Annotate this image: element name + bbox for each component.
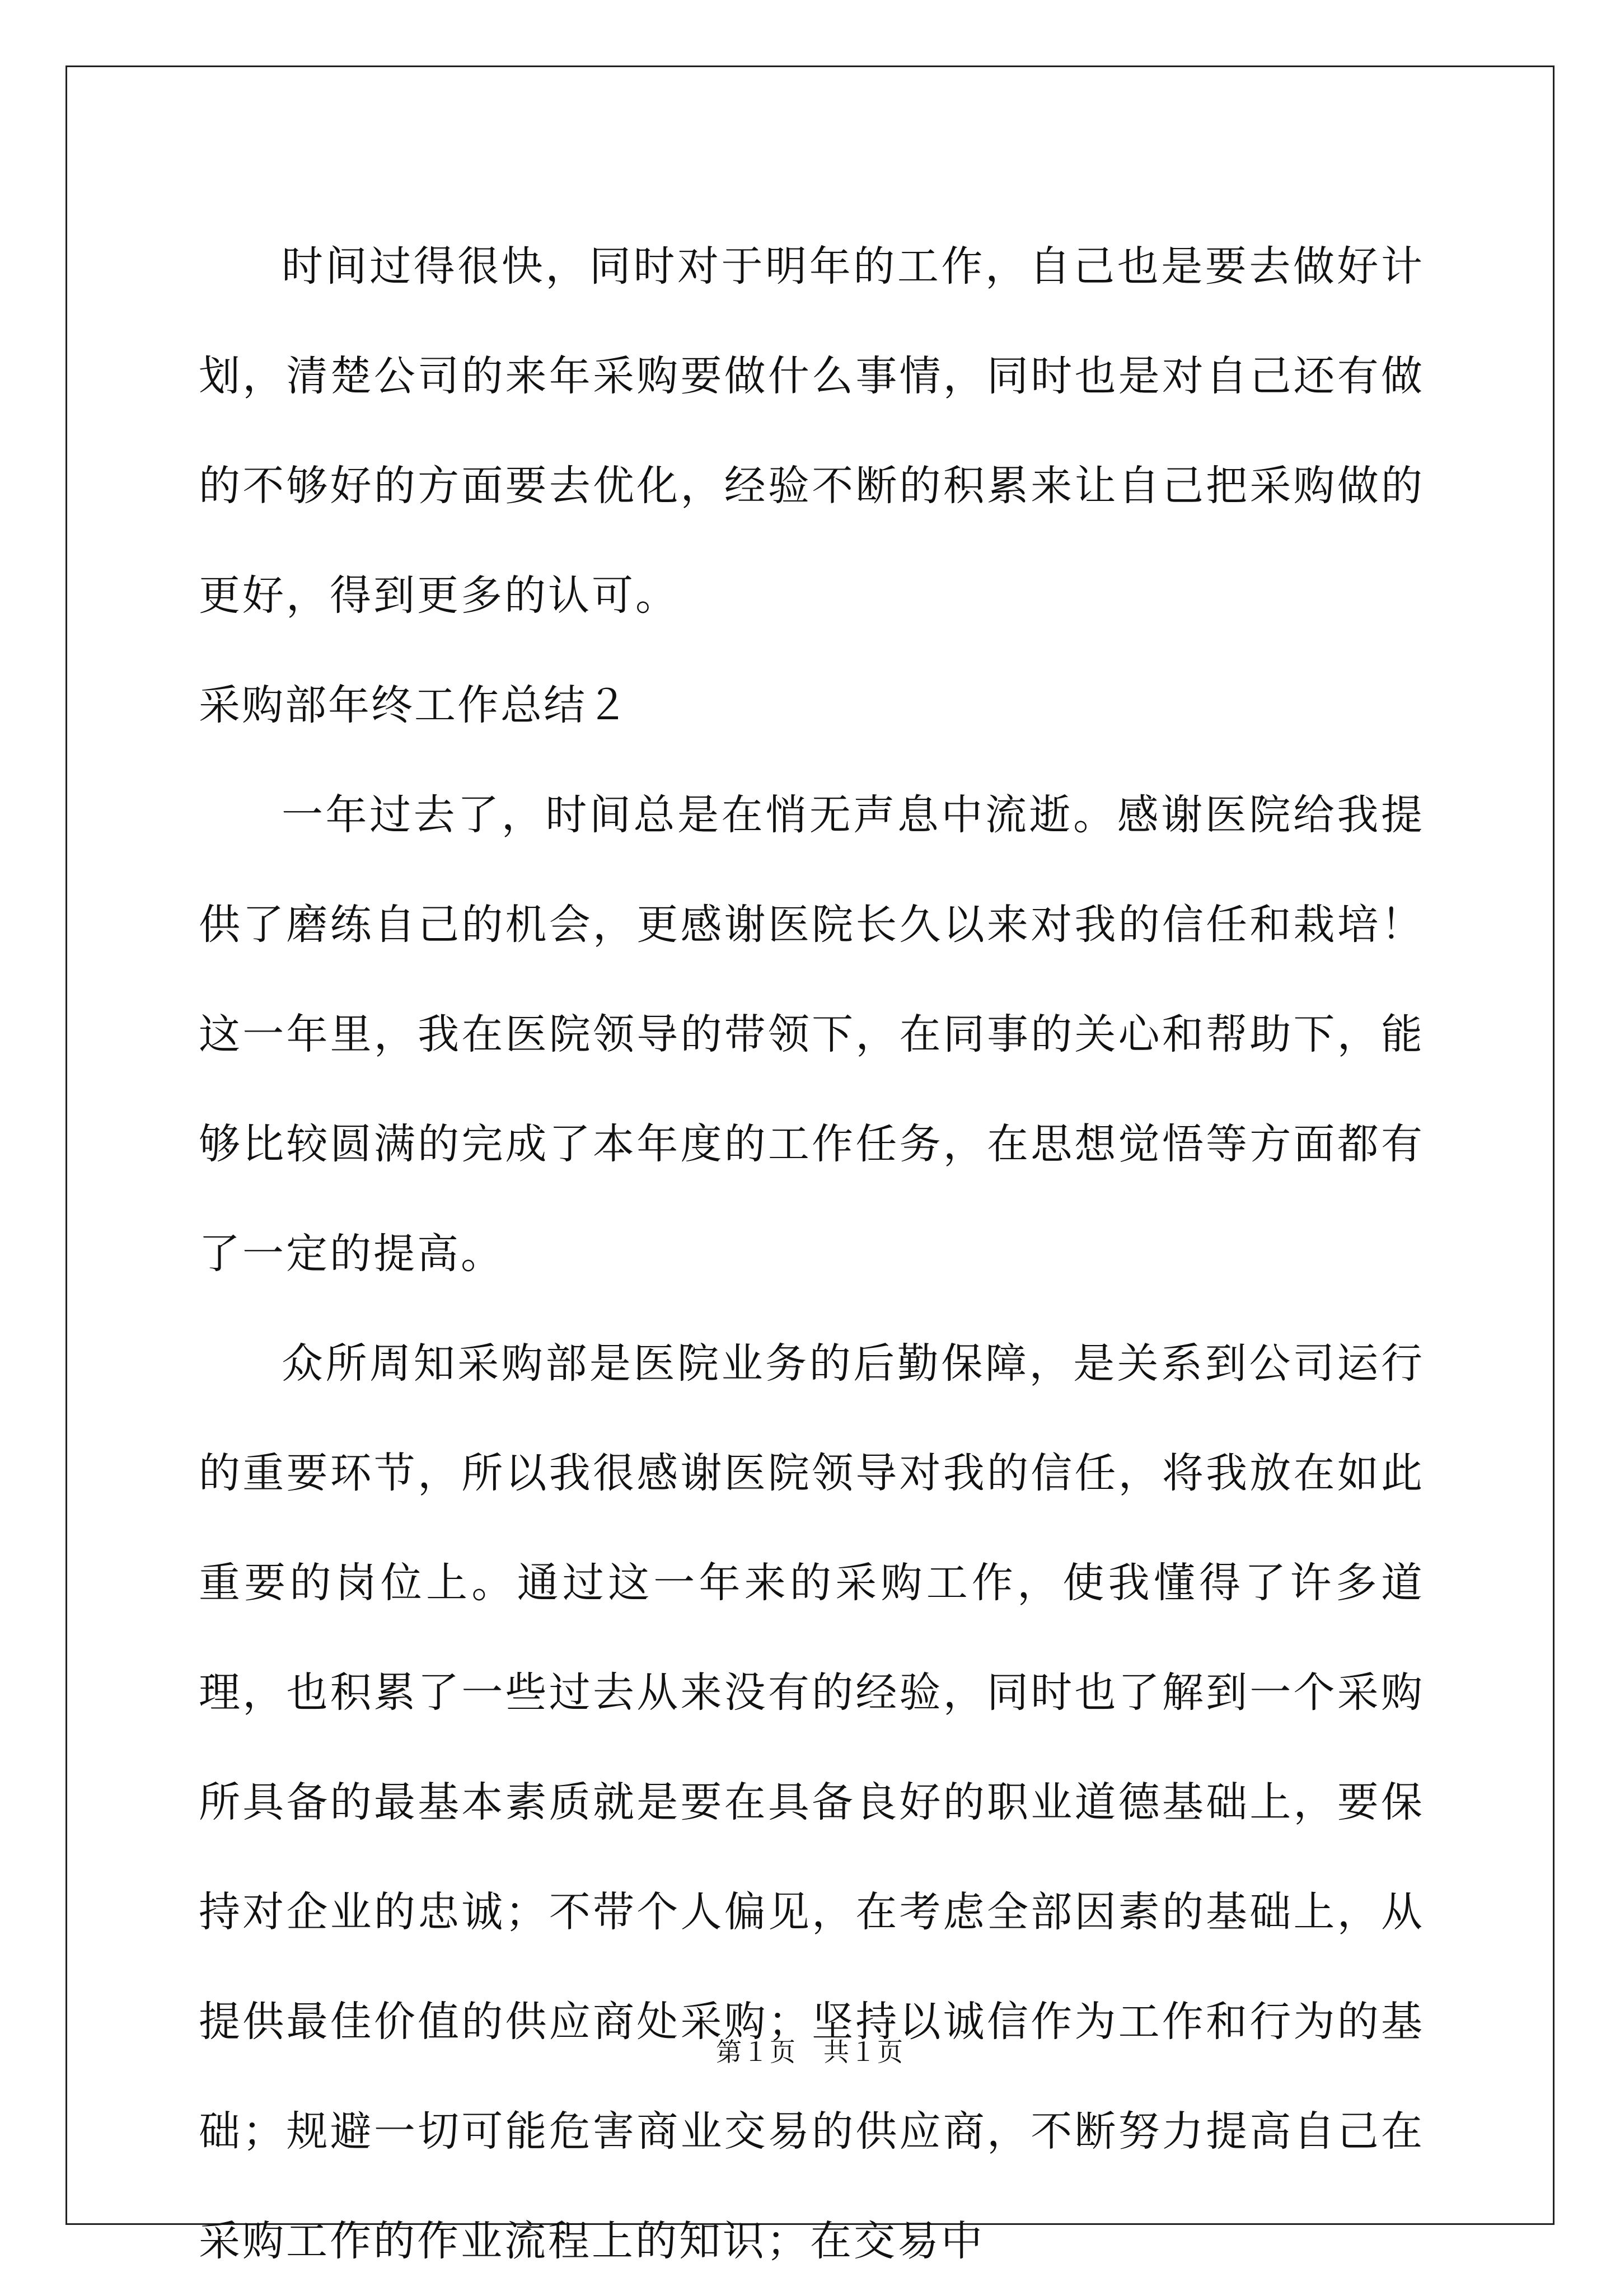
- paragraph-year-review: 一年过去了，时间总是在悄无声息中流逝。感谢医院给我提供了磨练自己的机会，更感谢医院长久以来对我的信任和栽培！这一年里，我在医院领导的带领下，在同事的关心和帮助下，能够比较圆满的完成了本年度的工作任务，在思想觉悟等方面都有了一定的提高。: [199, 791, 1425, 1278]
- page-number-footer: 第１页 共１页: [716, 2037, 904, 2067]
- paragraph-procurement-role: 众所周知采购部是医院业务的后勤保障，是关系到公司运行的重要环节，所以我很感谢医院领导对我的信任，将我放在如此重要的岗位上。通过这一年来的采购工作，使我懂得了许多道理，也积累了一些过去从来没有的经验，同时也了解到一个采购所具备的最基本素质就是要在具备良好的职业道德基础上，要保持对企业的忠诚；不带个人偏见，在考虑全部因素的基础上，从提供最佳价值的供应商处采购；坚持以诚信作为工作和行为的基础；规避一切可能危害商业交易的供应商，不断努力提高自己在采购工作的作业流程上的知识；在交易中: [199, 1339, 1425, 2265]
- section-heading: 采购部年终工作总结２: [199, 681, 630, 729]
- paragraph-plan: 时间过得很快，同时对于明年的工作，自己也是要去做好计划，清楚公司的来年采购要做什么事情，同时也是对自己还有做的不够好的方面要去优化，经验不断的积累来让自己把采购做的更好，得到更多的认可。: [199, 242, 1425, 620]
- document-body: [199, 212, 1425, 2296]
